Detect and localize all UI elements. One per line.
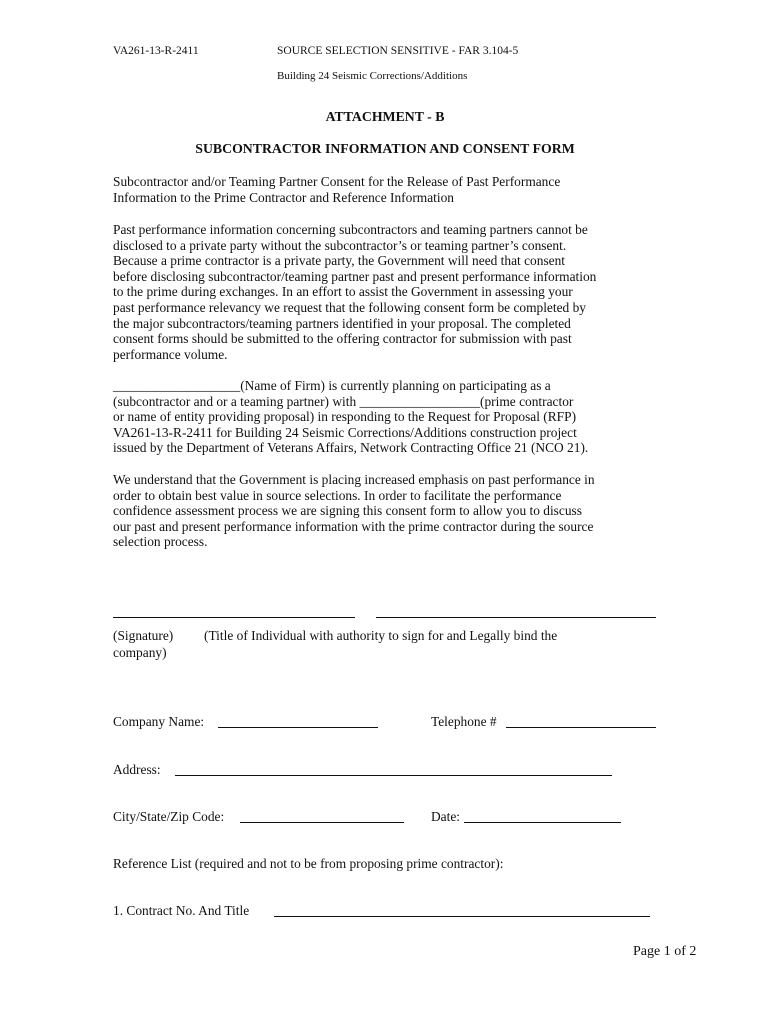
text-line: to the prime during exchanges. In an effort to assist the Government in assessing your xyxy=(113,284,573,300)
text-line: disclosed to a private party without the subcontractor’s or teaming partner’s consent. xyxy=(113,237,567,253)
intro-paragraph xyxy=(113,174,673,205)
title-line[interactable] xyxy=(376,617,656,618)
text-line: performance volume. xyxy=(113,346,228,362)
reference-item-1-label: 1. Contract No. And Title xyxy=(113,903,250,918)
title-label: (Title of Individual with authority to sign for and Legally bind the xyxy=(204,628,558,643)
company-name-label: Company Name: xyxy=(113,714,205,729)
text-line: We understand that the Government is placing increased emphasis on past performance in xyxy=(113,472,595,487)
telephone-field[interactable] xyxy=(506,727,656,728)
text-line: before disclosing subcontractor/teaming partner past and present performance information xyxy=(113,268,597,284)
reference-item-1-field[interactable] xyxy=(274,916,650,917)
text-line: consent forms should be submitted to the offering contractor for submission with past xyxy=(113,331,572,347)
sensitivity-banner: SOURCE SELECTION SENSITIVE - FAR 3.104-5 xyxy=(277,45,519,57)
text-line: issued by the Department of Veterans Affairs, Network Contracting Office 21 (NCO 21). xyxy=(113,440,589,456)
page-number: Page 1 of 2 xyxy=(633,944,697,959)
date-field[interactable] xyxy=(464,822,621,823)
text-line: VA261-13-R-2411 for Building 24 Seismic Corrections/Additions construction project xyxy=(113,424,577,440)
text-line: order to obtain best value in source selections. In order to facilitate the performance xyxy=(113,487,562,503)
signature-label: (Signature) xyxy=(113,628,174,643)
firm-participation-paragraph xyxy=(113,378,673,456)
solicitation-number: VA261-13-R-2411 xyxy=(113,45,199,57)
consent-explanation-paragraph xyxy=(113,222,673,362)
signature-line[interactable] xyxy=(113,617,355,618)
address-field[interactable] xyxy=(175,775,612,776)
text-line: confidence assessment process we are signing this consent form to allow you to discuss xyxy=(113,503,582,519)
project-name: Building 24 Seismic Corrections/Additions xyxy=(277,70,468,82)
text-line: or name of entity providing proposal) in responding to the Request for Proposal (RFP) xyxy=(113,409,577,425)
text-line: selection process. xyxy=(113,534,208,550)
city-state-zip-label: City/State/Zip Code: xyxy=(113,809,225,824)
form-title: SUBCONTRACTOR INFORMATION AND CONSENT FORM xyxy=(195,141,575,156)
telephone-label: Telephone # xyxy=(431,714,497,729)
text-line: Subcontractor and/or Teaming Partner Consent for the Release of Past Performance xyxy=(113,174,561,189)
text-line: our past and present performance information with the prime contractor during the source xyxy=(113,518,594,534)
text-line: past performance relevancy we request that the following consent form be completed by xyxy=(113,299,586,315)
text-line: Information to the Prime Contractor and Reference Information xyxy=(113,189,454,205)
title-label-continued: company) xyxy=(113,645,167,660)
address-label: Address: xyxy=(113,762,161,777)
text-line: Past performance information concerning subcontractors and teaming partners cannot be xyxy=(113,222,588,237)
text-line: ___________________(Name of Firm) is currently planning on participating as a xyxy=(113,378,551,393)
text-line: (subcontractor and or a teaming partner) with __________________(prime contractor xyxy=(113,393,574,409)
text-line: the major subcontractors/teaming partners identified in your proposal. The completed xyxy=(113,315,571,331)
reference-list-heading: Reference List (required and not to be from proposing prime contractor): xyxy=(113,856,504,871)
text-line: Because a prime contractor is a private party, the Government will need that consent xyxy=(113,253,566,269)
company-name-field[interactable] xyxy=(218,727,378,728)
city-state-zip-field[interactable] xyxy=(240,822,404,823)
understanding-paragraph xyxy=(113,472,673,550)
date-label: Date: xyxy=(431,809,460,824)
attachment-title: ATTACHMENT - B xyxy=(325,109,445,124)
